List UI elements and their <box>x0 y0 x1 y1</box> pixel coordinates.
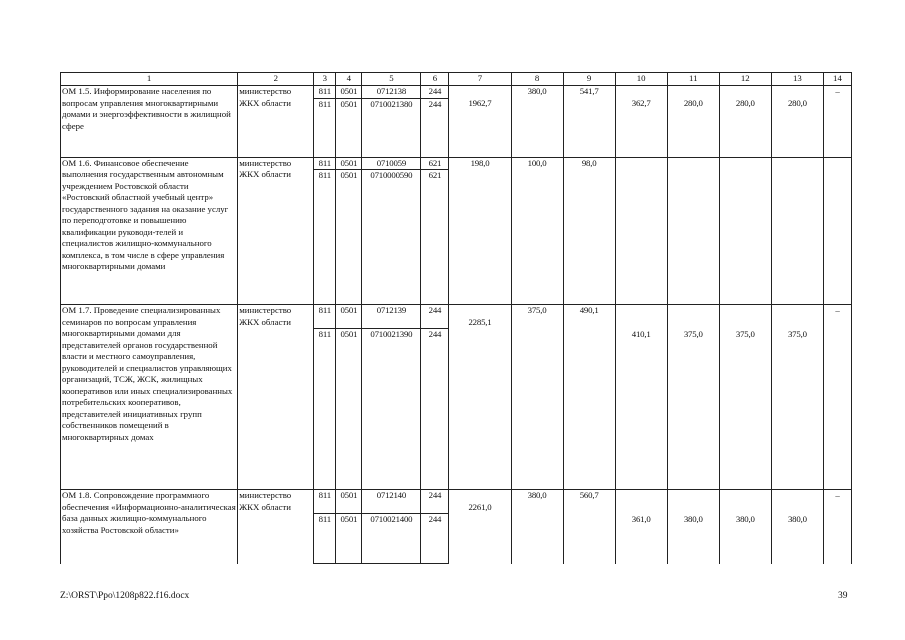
year-cell <box>823 157 851 305</box>
rzpr-cell: 0501 <box>336 157 362 170</box>
executor-cell: министерство ЖКХ области <box>238 305 314 490</box>
header-cell: 5 <box>362 73 421 86</box>
header-cell: 3 <box>314 73 336 86</box>
year-cell: 560,7 <box>563 490 615 564</box>
rzpr-cell: 0501 <box>336 86 362 99</box>
year-cell: 280,0 <box>667 86 719 158</box>
executor-cell: министерство ЖКХ области <box>238 490 314 564</box>
csr-cell: 0710021400 <box>362 514 421 564</box>
year-cell <box>771 157 823 305</box>
year-cell <box>615 157 667 305</box>
rzpr-cell: 0501 <box>336 514 362 564</box>
year-cell: 541,7 <box>563 86 615 158</box>
csr-cell: 0710000590 <box>362 170 421 305</box>
rzpr-cell: 0501 <box>336 329 362 490</box>
measure-name: ОМ 1.7. Проведение специализированных семинаров по вопросам управления многоквартирными домами для представителей органов государственной власти и местного самоуправления, руководителей и специалистов управляющих организаций, ТСЖ, ЖСК, жилищных кооперативов или иных специализированных потребительских кооперативов, представителей инициативных групп собственников помещений в многоквартирных домах <box>61 305 238 490</box>
vr-cell: 244 <box>421 305 449 329</box>
header-cell: 2 <box>238 73 314 86</box>
header-row <box>61 73 852 86</box>
vr-cell: 244 <box>421 514 449 564</box>
page-number: 39 <box>838 591 848 601</box>
grbs-cell: 811 <box>314 329 336 490</box>
header-cell: 8 <box>511 73 563 86</box>
csr-cell: 0710021380 <box>362 98 421 157</box>
grbs-cell: 811 <box>314 157 336 170</box>
year-cell: 380,0 <box>667 490 719 564</box>
year-cell: 410,1 <box>615 305 667 490</box>
header-cell: 10 <box>615 73 667 86</box>
year-cell: 375,0 <box>771 305 823 490</box>
table-row <box>61 86 852 99</box>
header-cell: 6 <box>421 73 449 86</box>
year-cell: 375,0 <box>667 305 719 490</box>
header-cell: 14 <box>823 73 851 86</box>
vr-cell: 244 <box>421 490 449 514</box>
measure-name: ОМ 1.6. Финансовое обеспечение выполнения государственным автономным учреждением Ростовской области «Ростовский областной учебный центр» государственного задания на оказание услуг по переподготовке и повышению квалификации руководи-телей и специалистов жилищно-коммунального комплекса, в том числе в сфере управления многоквартирными домами <box>61 157 238 305</box>
year-cell: 375,0 <box>511 305 563 490</box>
year-cell: 280,0 <box>771 86 823 158</box>
year-cell <box>667 157 719 305</box>
year-cell: 361,0 <box>615 490 667 564</box>
year-cell: 380,0 <box>511 86 563 158</box>
year-cell: 380,0 <box>511 490 563 564</box>
year-cell: 380,0 <box>771 490 823 564</box>
vr-cell: 244 <box>421 86 449 99</box>
csr-cell: 0710059 <box>362 157 421 170</box>
year-cell: 490,1 <box>563 305 615 490</box>
vr-cell: 621 <box>421 170 449 305</box>
year-cell: 98,0 <box>563 157 615 305</box>
header-cell: 12 <box>719 73 771 86</box>
rzpr-cell: 0501 <box>336 305 362 329</box>
grbs-cell: 811 <box>314 98 336 157</box>
rzpr-cell: 0501 <box>336 490 362 514</box>
grbs-cell: 811 <box>314 170 336 305</box>
year-cell: – <box>823 305 851 490</box>
executor-cell: министерство ЖКХ области <box>238 157 314 305</box>
csr-cell: 0712140 <box>362 490 421 514</box>
vr-cell: 621 <box>421 157 449 170</box>
year-cell <box>719 157 771 305</box>
measure-name: ОМ 1.5. Информирование населения по вопросам управления многоквартирными домами и энергоэффективности в жилищной сфере <box>61 86 238 158</box>
header-cell: 4 <box>336 73 362 86</box>
table-row <box>61 157 852 170</box>
header-cell: 9 <box>563 73 615 86</box>
year-cell: 380,0 <box>719 490 771 564</box>
table-row <box>61 490 852 514</box>
total-cell: 198,0 <box>449 157 511 305</box>
year-cell: – <box>823 86 851 158</box>
measure-name: ОМ 1.8. Сопровождение программного обеспечения «Информационно-аналитическая база данных жилищно-коммунального хозяйства Ростовской области» <box>61 490 238 564</box>
executor-cell: министерство ЖКХ области <box>238 86 314 158</box>
header-cell: 1 <box>61 73 238 86</box>
rzpr-cell: 0501 <box>336 98 362 157</box>
table-row <box>61 305 852 329</box>
grbs-cell: 811 <box>314 490 336 514</box>
vr-cell: 244 <box>421 329 449 490</box>
year-cell: 100,0 <box>511 157 563 305</box>
header-cell: 11 <box>667 73 719 86</box>
total-cell: 1962,7 <box>449 86 511 158</box>
file-path: Z:\ORST\Ppo\1208p822.f16.docx <box>60 591 190 601</box>
total-cell: 2285,1 <box>449 305 511 490</box>
vr-cell: 244 <box>421 98 449 157</box>
year-cell: 280,0 <box>719 86 771 158</box>
csr-cell: 0710021390 <box>362 329 421 490</box>
budget-table <box>60 72 852 564</box>
csr-cell: 0712139 <box>362 305 421 329</box>
grbs-cell: 811 <box>314 86 336 99</box>
year-cell: 362,7 <box>615 86 667 158</box>
csr-cell: 0712138 <box>362 86 421 99</box>
grbs-cell: 811 <box>314 514 336 564</box>
year-cell: 375,0 <box>719 305 771 490</box>
grbs-cell: 811 <box>314 305 336 329</box>
header-cell: 7 <box>449 73 511 86</box>
rzpr-cell: 0501 <box>336 170 362 305</box>
year-cell: – <box>823 490 851 564</box>
total-cell: 2261,0 <box>449 490 511 564</box>
header-cell: 13 <box>771 73 823 86</box>
